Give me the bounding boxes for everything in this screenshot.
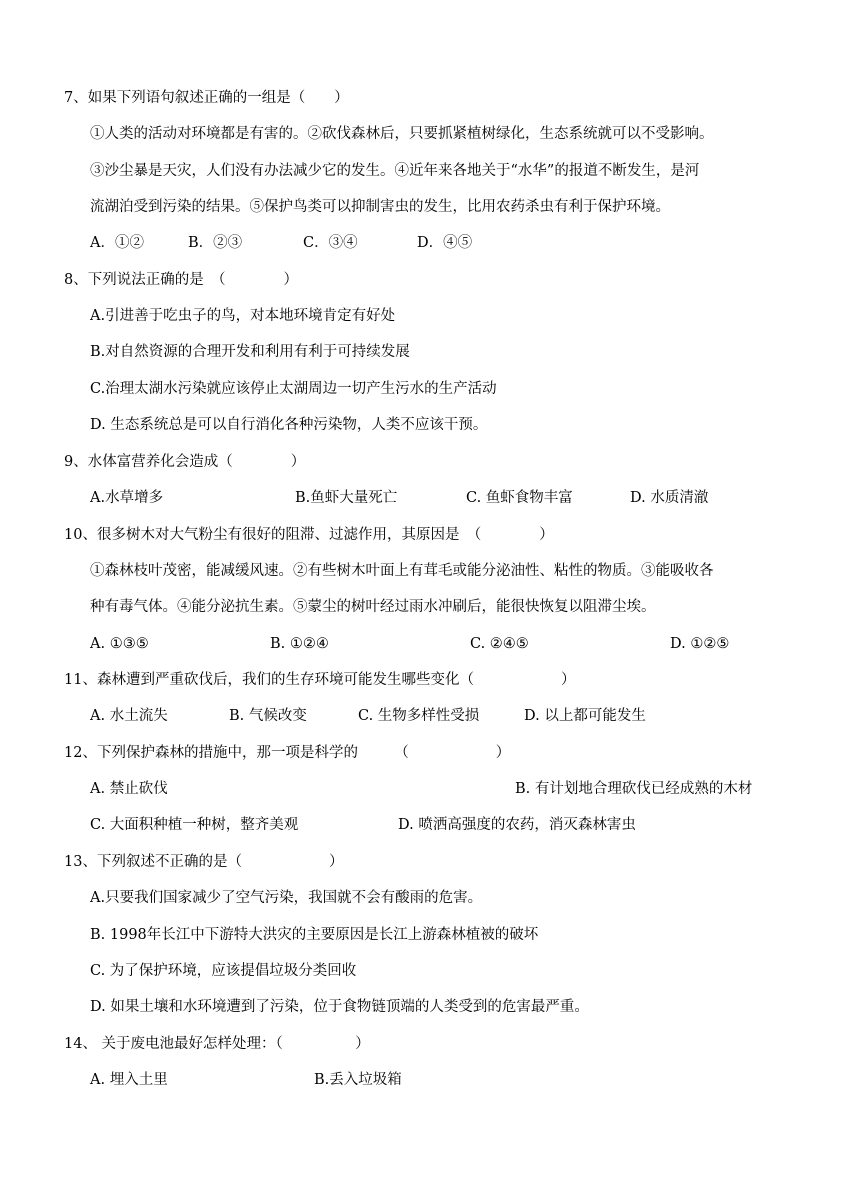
question-9-option-d: D. 水质清澈 [630, 490, 709, 506]
question-7-option-a: A．①② [90, 235, 144, 251]
question-10-option-b: B. ①②④ [270, 636, 329, 652]
question-11-option-d: D. 以上都可能发生 [524, 708, 646, 724]
question-8-option-b: B.对自然资源的合理开发和利用有利于可持续发展 [90, 344, 410, 360]
question-13-option-b: B. 1998年长江中下游特大洪灾的主要原因是长江上游森林植被的破坏 [90, 927, 539, 943]
question-7-body-line: 流湖泊受到污染的结果。⑤保护鸟类可以抑制害虫的发生，比用农药杀虫有利于保护环境。 [90, 199, 670, 215]
question-8-option-d: D. 生态系统总是可以自行消化各种污染物，人类不应该干预。 [90, 417, 488, 433]
question-11-option-b: B. 气候改变 [229, 708, 307, 724]
question-13-option-c: C. 为了保护环境，应该提倡垃圾分类回收 [90, 963, 357, 979]
question-7-option-c: C．③④ [303, 235, 358, 251]
question-12-option-c: C. 大面积种植一种树，整齐美观 [90, 817, 299, 833]
question-10-option-d: D. ①②⑤ [670, 636, 730, 652]
question-7-option-b: B．②③ [188, 235, 243, 251]
question-9-option-a: A.水草增多 [90, 490, 164, 506]
question-10-option-c: C. ②④⑤ [470, 636, 529, 652]
question-7-stem: 7、如果下列语句叙述正确的一组是（ ） [64, 90, 349, 106]
question-7-body-line: ③沙尘暴是天灾，人们没有办法减少它的发生。④近年来各地关于“水华”的报道不断发生，是河 [90, 163, 700, 179]
question-8-option-a: A.引进善于吃虫子的鸟，对本地环境肯定有好处 [90, 308, 396, 324]
question-12-option-d: D. 喷洒高强度的农药，消灭森林害虫 [398, 817, 636, 833]
question-10-option-a: A. ①③⑤ [90, 636, 149, 652]
question-13-option-a: A.只要我们国家减少了空气污染，我国就不会有酸雨的危害。 [90, 890, 483, 906]
question-14-option-b: B.丢入垃圾箱 [314, 1072, 402, 1088]
question-7-option-d: D．④⑤ [417, 235, 473, 251]
question-11-stem: 11、森林遭到严重砍伐后，我们的生存环境可能发生哪些变化（ ） [64, 672, 576, 688]
question-14-option-a: A. 埋入土里 [90, 1072, 168, 1088]
question-11-option-c: C. 生物多样性受损 [358, 708, 480, 724]
question-10-body-line: 种有毒气体。④能分泌抗生素。⑤蒙尘的树叶经过雨水冲刷后，能很快恢复以阻滞尘埃。 [90, 599, 656, 615]
question-12-option-a: A. 禁止砍伐 [90, 781, 168, 797]
question-14-stem: 14、 关于废电池最好怎样处理：（ ） [64, 1036, 370, 1052]
question-12-option-b: B. 有计划地合理砍伐已经成熟的木材 [515, 781, 753, 797]
question-8-option-c: C.治理太湖水污染就应该停止太湖周边一切产生污水的生产活动 [90, 381, 497, 397]
question-13-option-d: D. 如果土壤和水环境遭到了污染，位于食物链顶端的人类受到的危害最严重。 [90, 999, 589, 1015]
question-7-body-line: ①人类的活动对环境都是有害的。②砍伐森林后，只要抓紧植树绿化，生态系统就可以不受影响。 [90, 126, 714, 142]
question-9-stem: 9、水体富营养化会造成（ ） [64, 454, 306, 470]
question-10-stem: 10、很多树木对大气粉尘有很好的阻滞、过滤作用，其原因是 （ ） [64, 527, 554, 543]
question-10-body-line: ①森林枝叶茂密，能减缓风速。②有些树木叶面上有茸毛或能分泌油性、粘性的物质。③能吸收各 [90, 563, 714, 579]
question-8-stem: 8、下列说法正确的是 （ ） [64, 272, 298, 288]
question-12-stem: 12、下列保护森林的措施中，那一项是科学的 （ ） [64, 745, 511, 761]
question-13-stem: 13、下列叙述不正确的是（ ） [64, 854, 344, 870]
question-9-option-b: B.鱼虾大量死亡 [295, 490, 398, 506]
question-9-option-c: C. 鱼虾食物丰富 [466, 490, 573, 506]
question-11-option-a: A. 水土流失 [90, 708, 168, 724]
